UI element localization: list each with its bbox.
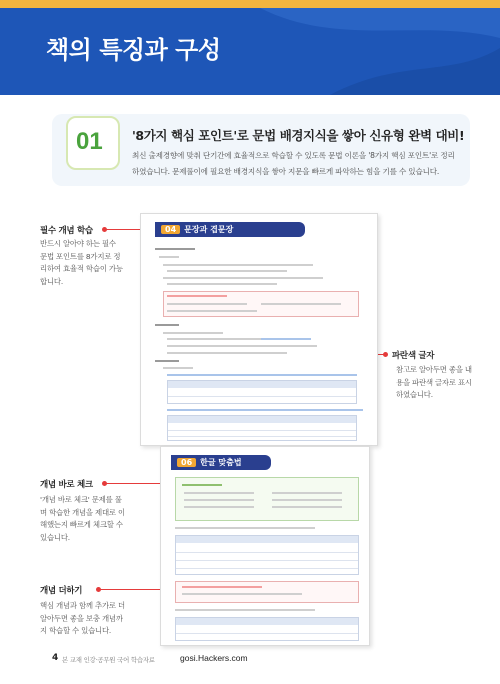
annotation-pointer-line: [106, 483, 166, 484]
annotation-text-check: '개념 바로 체크' 문제를 풀며 학습한 개념을 제대로 이해했는지 빠르게 체크할 수 있습니다.: [40, 495, 125, 542]
annotation-title-essential: 필수 개념 학습: [40, 226, 93, 236]
footer-site-link[interactable]: gosi.Hackers.com: [180, 653, 248, 663]
header-accent-strip: [0, 0, 500, 8]
annotation-title-blue-text: 파란색 글자: [392, 351, 435, 361]
concept-check-box: [175, 477, 359, 521]
annotation-text-extra: 핵심 개념과 함께 추가로 더 알아두면 좋을 보충 개념까지 학습할 수 있습니다.: [40, 601, 125, 635]
book-page-preview-2: [160, 446, 370, 646]
annotation-title-extra: 개념 더하기: [40, 586, 83, 596]
annotation-text-blue-text: 참고로 알아두면 좋을 내용을 파란색 글자로 표시하였습니다.: [396, 365, 472, 399]
exercise-table: [175, 535, 359, 575]
chapter-title: 한글 맞춤법: [200, 458, 242, 467]
annotation-pointer-line: [100, 589, 166, 590]
chapter-number: 06: [177, 458, 196, 467]
annotation-pointer-dot: [383, 352, 388, 357]
chapter-number: 04: [161, 225, 180, 234]
chapter-tab: [155, 222, 305, 237]
grammar-table: [167, 380, 357, 404]
annotation-text-essential: 반드시 알아야 하는 필수 문법 포인트를 8가지로 정리하여 효율적 학습이 가능합니다.: [40, 239, 123, 286]
footer-book-text: 본 교재 인강·공무원 국어 학습자료: [62, 656, 155, 664]
feature-number: 01: [76, 128, 103, 155]
page-header: [0, 0, 500, 95]
extra-concept-box: [175, 581, 359, 603]
chapter-title: 문장과 겹문장: [184, 225, 234, 234]
grammar-table: [167, 415, 357, 441]
exercise-table: [175, 617, 359, 641]
feature-title: '8가지 핵심 포인트'로 문법 배경지식을 쌓아 신유형 완벽 대비!: [132, 128, 465, 143]
chapter-tab: [171, 455, 271, 470]
page-title: 책의 특징과 구성: [46, 36, 221, 64]
book-page-preview-1: [140, 213, 378, 446]
page-number: 4: [52, 653, 59, 663]
annotation-title-check: 개념 바로 체크: [40, 480, 93, 490]
feature-description: 최신 출제경향에 맞춰 단기간에 효율적으로 학습할 수 있도록 문법 이론을 '8가지 핵심 포인트'로 정리하였습니다. 문제풀이에 필요한 배경지식을 쌓아 지문을 빠르게 파악하는 힘을 기를 수 있습니다.: [132, 151, 455, 176]
